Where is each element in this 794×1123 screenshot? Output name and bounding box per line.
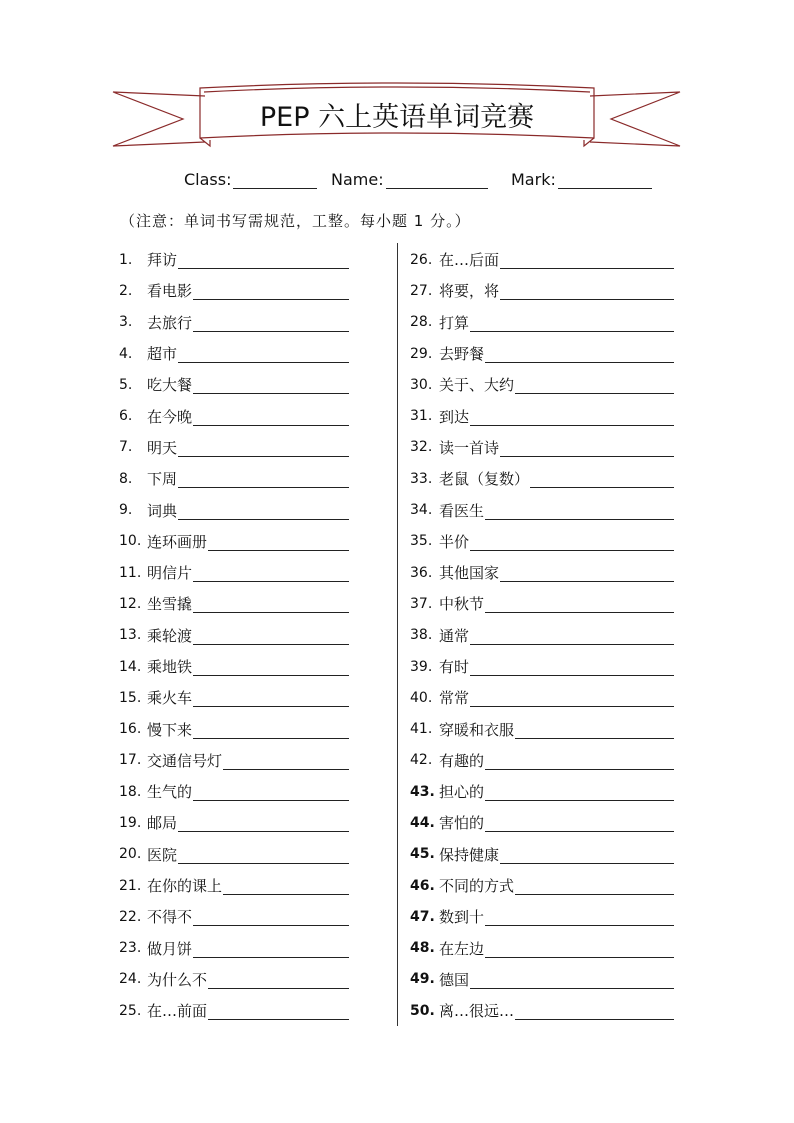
question-item bbox=[119, 933, 349, 964]
question-item bbox=[119, 307, 349, 338]
answer-blank[interactable] bbox=[470, 407, 674, 426]
answer-blank[interactable] bbox=[223, 751, 349, 770]
name-label: Name: bbox=[331, 170, 384, 189]
question-item bbox=[410, 432, 674, 463]
question-number: 19. bbox=[119, 814, 142, 831]
question-text: 看电影 bbox=[147, 282, 193, 301]
question-text: 乘轮渡 bbox=[147, 626, 193, 645]
question-number: 6. bbox=[119, 408, 133, 425]
question-text: 老鼠（复数） bbox=[439, 470, 530, 489]
answer-blank[interactable] bbox=[500, 563, 674, 582]
answer-blank[interactable] bbox=[223, 876, 349, 895]
name-blank[interactable] bbox=[386, 170, 488, 189]
question-text: 超市 bbox=[147, 345, 178, 364]
question-item bbox=[119, 244, 349, 275]
answer-blank[interactable] bbox=[178, 469, 349, 488]
answer-blank[interactable] bbox=[193, 407, 349, 426]
question-number: 49. bbox=[410, 971, 435, 988]
question-item bbox=[119, 995, 349, 1026]
question-text: 连环画册 bbox=[147, 532, 208, 551]
question-text: 下周 bbox=[147, 470, 178, 489]
answer-blank[interactable] bbox=[193, 688, 349, 707]
answer-blank[interactable] bbox=[193, 907, 349, 926]
question-text: 担心的 bbox=[439, 783, 485, 802]
question-text: 在…后面 bbox=[439, 251, 500, 270]
answer-blank[interactable] bbox=[208, 532, 349, 551]
answer-blank[interactable] bbox=[515, 1001, 674, 1020]
question-number: 27. bbox=[410, 282, 433, 299]
question-text: 在今晚 bbox=[147, 407, 193, 426]
question-number: 15. bbox=[119, 689, 142, 706]
question-number: 36. bbox=[410, 564, 433, 581]
question-item bbox=[410, 526, 674, 557]
header-fields bbox=[0, 170, 794, 194]
question-item bbox=[410, 244, 674, 275]
mark-label: Mark: bbox=[511, 170, 556, 189]
question-item bbox=[119, 839, 349, 870]
question-number: 23. bbox=[119, 940, 142, 957]
answer-blank[interactable] bbox=[485, 344, 674, 363]
answer-blank[interactable] bbox=[500, 250, 674, 269]
answer-blank[interactable] bbox=[485, 939, 674, 958]
question-number: 35. bbox=[410, 533, 433, 550]
class-field[interactable] bbox=[184, 170, 317, 189]
question-number: 8. bbox=[119, 470, 133, 487]
question-number: 3. bbox=[119, 314, 133, 331]
question-text: 到达 bbox=[439, 407, 470, 426]
question-text: 关于、大约 bbox=[439, 376, 515, 395]
name-field[interactable] bbox=[331, 170, 488, 189]
question-item bbox=[410, 713, 674, 744]
answer-blank[interactable] bbox=[193, 626, 349, 645]
question-number: 40. bbox=[410, 689, 433, 706]
question-item bbox=[410, 901, 674, 932]
question-text: 拜访 bbox=[147, 251, 178, 270]
question-item bbox=[119, 557, 349, 588]
question-number: 24. bbox=[119, 971, 142, 988]
answer-blank[interactable] bbox=[470, 688, 674, 707]
question-text: 去野餐 bbox=[439, 345, 485, 364]
question-text: 为什么不 bbox=[147, 970, 208, 989]
question-text: 读一首诗 bbox=[439, 438, 500, 457]
question-text: 慢下来 bbox=[147, 720, 193, 739]
question-number: 48. bbox=[410, 940, 435, 957]
question-item bbox=[410, 870, 674, 901]
question-text: 打算 bbox=[439, 313, 470, 332]
mark-blank[interactable] bbox=[558, 170, 652, 189]
question-number: 50. bbox=[410, 1002, 435, 1019]
answer-blank[interactable] bbox=[515, 720, 674, 739]
question-item bbox=[410, 400, 674, 431]
question-number: 10. bbox=[119, 533, 142, 550]
question-text: 乘火车 bbox=[147, 689, 193, 708]
answer-blank[interactable] bbox=[485, 501, 674, 520]
answer-blank[interactable] bbox=[208, 970, 349, 989]
question-item bbox=[410, 651, 674, 682]
answer-blank[interactable] bbox=[193, 563, 349, 582]
question-number: 2. bbox=[119, 282, 133, 299]
answer-blank[interactable] bbox=[515, 876, 674, 895]
answer-blank[interactable] bbox=[485, 907, 674, 926]
question-item bbox=[119, 964, 349, 995]
question-text: 吃大餐 bbox=[147, 376, 193, 395]
question-text: 穿暖和衣服 bbox=[439, 720, 515, 739]
question-item bbox=[410, 745, 674, 776]
question-text: 中秋节 bbox=[439, 595, 485, 614]
question-text: 通常 bbox=[439, 626, 470, 645]
question-number: 46. bbox=[410, 877, 435, 894]
question-item bbox=[119, 901, 349, 932]
question-item bbox=[119, 745, 349, 776]
answer-blank[interactable] bbox=[470, 313, 674, 332]
question-number: 5. bbox=[119, 376, 133, 393]
answer-blank[interactable] bbox=[178, 845, 349, 864]
question-number: 12. bbox=[119, 595, 142, 612]
question-text: 去旅行 bbox=[147, 313, 193, 332]
question-item bbox=[119, 870, 349, 901]
question-number: 4. bbox=[119, 345, 133, 362]
mark-field[interactable] bbox=[511, 170, 652, 189]
question-item bbox=[410, 776, 674, 807]
answer-blank[interactable] bbox=[193, 313, 349, 332]
question-number: 11. bbox=[119, 564, 142, 581]
question-item bbox=[410, 275, 674, 306]
question-item bbox=[119, 651, 349, 682]
question-text: 明信片 bbox=[147, 564, 193, 583]
question-text: 做月饼 bbox=[147, 939, 193, 958]
question-item bbox=[410, 463, 674, 494]
question-text: 数到十 bbox=[439, 908, 485, 927]
answer-blank[interactable] bbox=[530, 469, 674, 488]
question-number: 21. bbox=[119, 877, 142, 894]
question-text: 半价 bbox=[439, 532, 470, 551]
question-text: 其他国家 bbox=[439, 564, 500, 583]
answer-blank[interactable] bbox=[500, 281, 674, 300]
question-number: 1. bbox=[119, 251, 133, 268]
question-text: 害怕的 bbox=[439, 814, 485, 833]
question-text: 在你的课上 bbox=[147, 877, 223, 896]
left-column bbox=[119, 244, 349, 1026]
question-item bbox=[410, 588, 674, 619]
answer-blank[interactable] bbox=[208, 1001, 349, 1020]
question-number: 34. bbox=[410, 502, 433, 519]
question-text: 邮局 bbox=[147, 814, 178, 833]
question-item bbox=[410, 933, 674, 964]
answer-blank[interactable] bbox=[178, 501, 349, 520]
answer-blank[interactable] bbox=[193, 657, 349, 676]
question-text: 生气的 bbox=[147, 783, 193, 802]
question-text: 将要，将 bbox=[439, 282, 500, 301]
question-text: 明天 bbox=[147, 438, 178, 457]
question-number: 41. bbox=[410, 721, 433, 738]
answer-blank[interactable] bbox=[193, 939, 349, 958]
question-text: 词典 bbox=[147, 501, 178, 520]
page-title: PEP 六上英语单词竞赛 bbox=[259, 102, 535, 133]
question-item bbox=[119, 588, 349, 619]
question-number: 44. bbox=[410, 814, 435, 831]
question-number: 30. bbox=[410, 376, 433, 393]
question-number: 20. bbox=[119, 846, 142, 863]
answer-blank[interactable] bbox=[500, 438, 674, 457]
question-number: 18. bbox=[119, 783, 142, 800]
answer-blank[interactable] bbox=[470, 970, 674, 989]
question-text: 乘地铁 bbox=[147, 658, 193, 676]
question-number: 14. bbox=[119, 658, 142, 675]
question-number: 16. bbox=[119, 721, 142, 738]
question-number: 42. bbox=[410, 752, 433, 769]
answer-blank[interactable] bbox=[470, 626, 674, 645]
question-text: 德国 bbox=[439, 970, 470, 989]
question-item bbox=[410, 338, 674, 369]
question-number: 38. bbox=[410, 627, 433, 644]
question-item bbox=[119, 275, 349, 306]
answer-blank[interactable] bbox=[193, 720, 349, 739]
answer-blank[interactable] bbox=[470, 532, 674, 551]
answer-blank[interactable] bbox=[178, 344, 349, 363]
question-text: 保持健康 bbox=[439, 845, 500, 864]
question-number: 28. bbox=[410, 314, 433, 331]
class-label: Class: bbox=[184, 170, 232, 189]
question-item bbox=[410, 557, 674, 588]
question-item bbox=[119, 682, 349, 713]
answer-blank[interactable] bbox=[485, 813, 674, 832]
question-number: 7. bbox=[119, 439, 133, 456]
instruction-note: （注意：单词书写需规范，工整。每小题 1 分。） bbox=[120, 212, 471, 230]
question-number: 33. bbox=[410, 470, 433, 487]
question-item bbox=[410, 369, 674, 400]
question-item bbox=[119, 807, 349, 838]
answer-blank[interactable] bbox=[485, 751, 674, 770]
question-item bbox=[119, 713, 349, 744]
question-item bbox=[410, 995, 674, 1026]
question-item bbox=[410, 682, 674, 713]
question-number: 37. bbox=[410, 595, 433, 612]
question-text: 常常 bbox=[439, 689, 470, 708]
answer-blank[interactable] bbox=[470, 657, 674, 676]
question-item bbox=[410, 839, 674, 870]
question-item bbox=[119, 776, 349, 807]
question-number: 47. bbox=[410, 908, 435, 925]
question-number: 29. bbox=[410, 345, 433, 362]
answer-blank[interactable] bbox=[193, 594, 349, 613]
question-number: 17. bbox=[119, 752, 142, 769]
question-number: 13. bbox=[119, 627, 142, 644]
right-column bbox=[410, 244, 674, 1026]
question-number: 45. bbox=[410, 846, 435, 863]
question-text: 离…很远… bbox=[439, 1002, 515, 1021]
question-text: 不得不 bbox=[147, 908, 193, 927]
answer-blank[interactable] bbox=[178, 438, 349, 457]
question-item bbox=[119, 463, 349, 494]
question-number: 9. bbox=[119, 502, 133, 519]
answer-blank[interactable] bbox=[193, 375, 349, 394]
question-number: 26. bbox=[410, 251, 433, 268]
question-text: 在左边 bbox=[439, 939, 485, 958]
question-item bbox=[410, 620, 674, 651]
question-item bbox=[410, 964, 674, 995]
question-number: 31. bbox=[410, 408, 433, 425]
question-text: 交通信号灯 bbox=[147, 751, 223, 770]
question-text: 医院 bbox=[147, 845, 178, 864]
question-number: 25. bbox=[119, 1002, 142, 1019]
question-text: 坐雪撬 bbox=[147, 595, 193, 614]
answer-blank[interactable] bbox=[178, 250, 349, 269]
question-text: 有时 bbox=[439, 658, 470, 676]
question-item bbox=[119, 494, 349, 525]
question-item bbox=[410, 807, 674, 838]
answer-blank[interactable] bbox=[193, 782, 349, 801]
question-number: 32. bbox=[410, 439, 433, 456]
question-number: 39. bbox=[410, 658, 433, 675]
answer-blank[interactable] bbox=[485, 594, 674, 613]
question-item bbox=[119, 369, 349, 400]
column-divider bbox=[397, 243, 398, 1026]
answer-blank[interactable] bbox=[515, 375, 674, 394]
answer-blank[interactable] bbox=[500, 845, 674, 864]
question-item bbox=[410, 494, 674, 525]
question-item bbox=[119, 620, 349, 651]
question-item bbox=[410, 307, 674, 338]
answer-blank[interactable] bbox=[193, 281, 349, 300]
question-text: 有趣的 bbox=[439, 751, 485, 770]
question-item bbox=[119, 400, 349, 431]
question-item bbox=[119, 338, 349, 369]
question-item bbox=[119, 432, 349, 463]
class-blank[interactable] bbox=[233, 170, 317, 189]
answer-blank[interactable] bbox=[178, 813, 349, 832]
question-text: 看医生 bbox=[439, 501, 485, 520]
answer-blank[interactable] bbox=[485, 782, 674, 801]
question-number: 22. bbox=[119, 908, 142, 925]
question-number: 43. bbox=[410, 783, 435, 800]
question-text: 不同的方式 bbox=[439, 877, 515, 896]
question-item bbox=[119, 526, 349, 557]
question-text: 在…前面 bbox=[147, 1002, 208, 1021]
